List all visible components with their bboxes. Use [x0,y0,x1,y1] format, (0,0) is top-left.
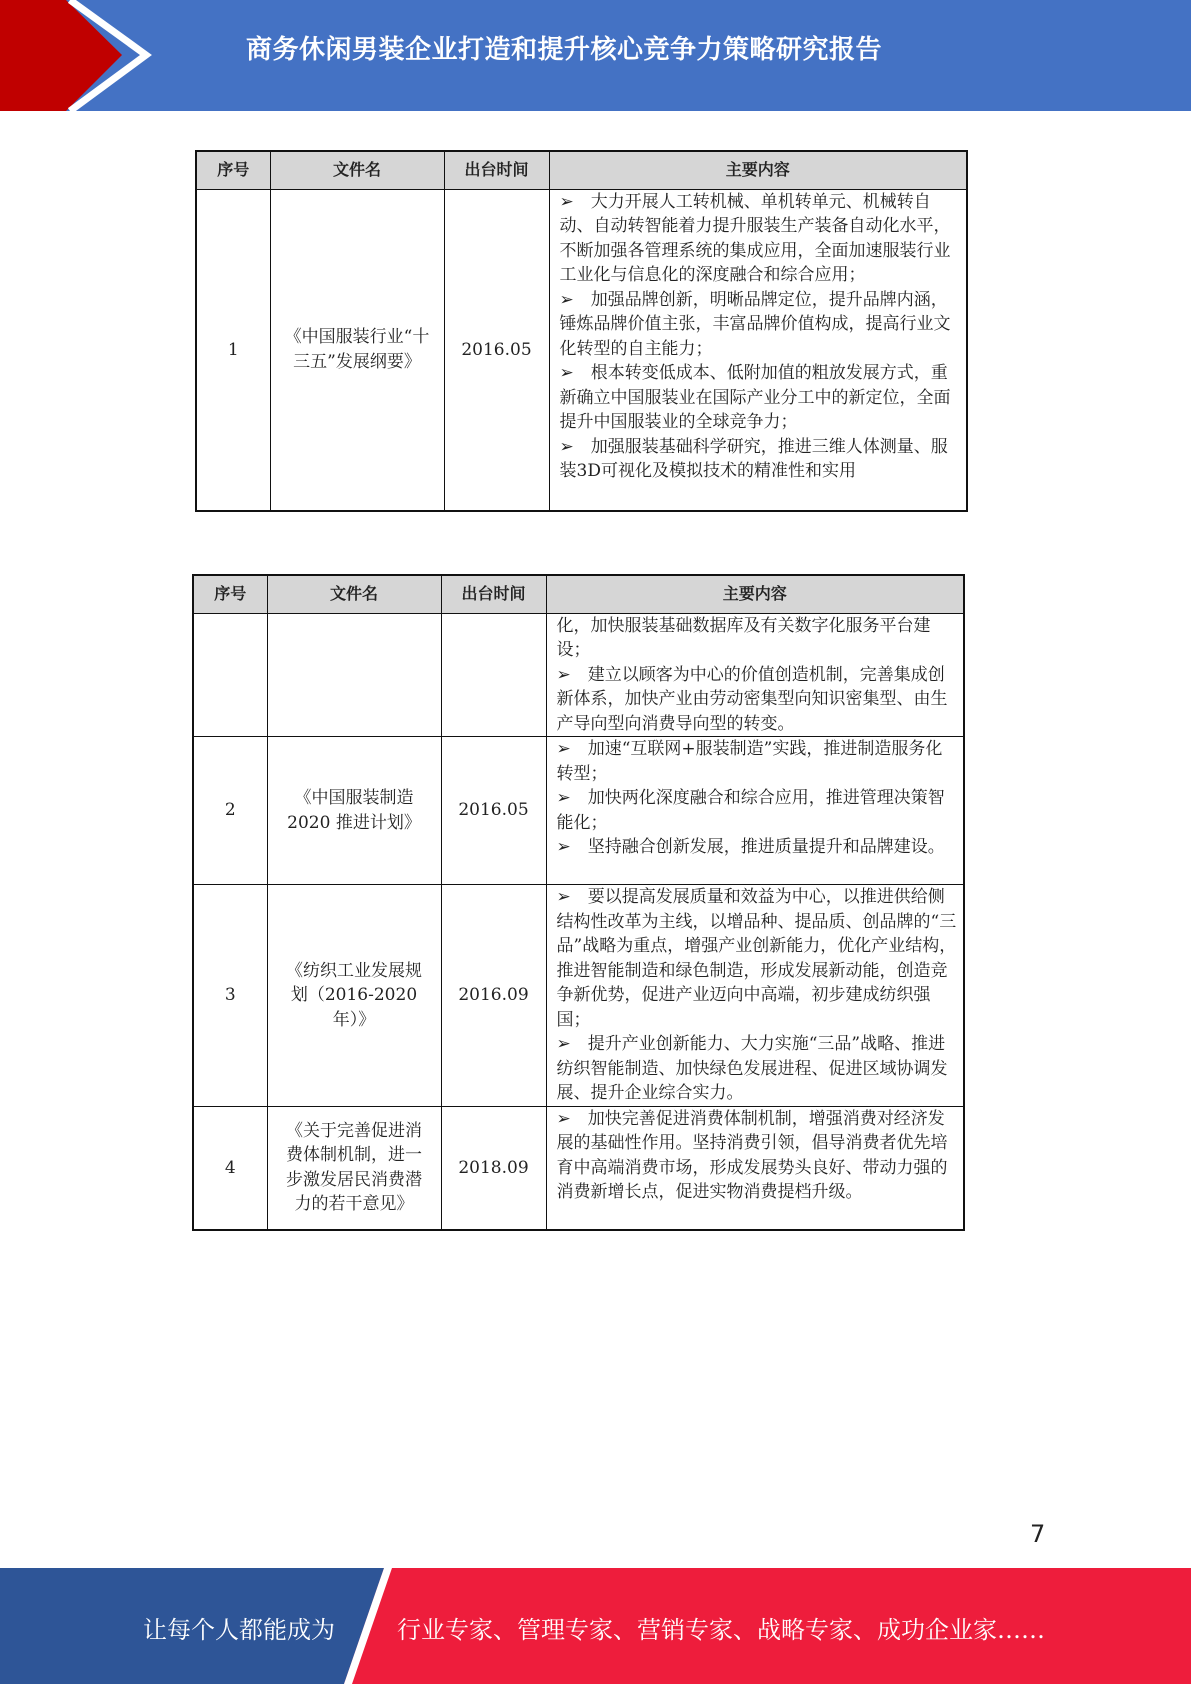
issue-date [441,613,546,737]
header-cell-date: 出台时间 [444,151,549,189]
content-item: ➢ 建立以顾客为中心的价值创造机制，完善集成创新体系，加快产业由劳动密集型向知识密集型、由生产导向型向消费导向型的转变。 [556,664,948,734]
table-header-row [193,575,964,613]
header-cell-document: 文件名 [270,151,444,189]
document-name: 《纺织工业发展规划（2016-2020 年）》 [267,885,441,1107]
header-cell-number: 序号 [193,575,267,613]
content-item: ➢ 加强服装基础科学研究，推进三维人体测量、服装3D可视化及模拟技术的精准性和实用 [559,436,948,481]
content-item: ➢ 坚持融合创新发展，推进质量提升和品牌建设。 [556,837,945,857]
content-item: ➢ 大力开展人工转机械、单机转单元、机械转自动、自动转智能着力提升服装生产装备自动化水平，不断加强各管理系统的集成应用，全面加速服装行业工业化与信息化的深度融合和综合应用； [559,191,951,285]
table-row [193,737,964,885]
issue-date: 2018.09 [441,1106,546,1230]
content-item: ➢ 加速“互联网+服装制造”实践，推进制造服务化转型； [556,739,943,784]
table-row [193,885,964,1107]
content-item: ➢ 提升产业创新能力、大力实施“三品”战略、推进纺织智能制造、加快绿色发展进程、促进区域协调发展、提升企业综合实力。 [556,1034,948,1103]
header-cell-number: 序号 [196,151,270,189]
footer-slogan-right: 行业专家、管理专家、营销专家、战略专家、成功企业家…… [397,1616,1045,1644]
row-number: 2 [193,737,267,885]
header-cell-document: 文件名 [267,575,441,613]
header-cell-date: 出台时间 [441,575,546,613]
main-content [546,737,964,885]
content-item: ➢ 根本转变低成本、低附加值的粗放发展方式，重新确立中国服装业在国际产业分工中的新定位，全面提升中国服装业的全球竞争力； [559,363,951,432]
policy-table-part-1 [195,150,968,512]
issue-date: 2016.09 [441,885,546,1107]
page-footer [0,1568,1191,1684]
document-name: 《关于完善促进消费体制机制，进一步激发居民消费潜力的若干意见》 [267,1106,441,1230]
issue-date: 2016.05 [444,189,549,511]
main-content [546,1106,964,1230]
issue-date: 2016.05 [441,737,546,885]
row-number [193,613,267,737]
row-number: 3 [193,885,267,1107]
content-item: ➢ 要以提高发展质量和效益为中心，以推进供给侧结构性改革为主线，以增品种、提品质、创品牌的“三品”战略为重点，增强产业创新能力，优化产业结构，推进智能制造和绿色制造，形成发展新动能，创造竞争新优势，促进产业迈向中高端，初步建成纺织强国； [556,887,957,1030]
footer-slogan-left: 让每个人都能成为 [143,1616,335,1644]
page-header [0,0,1191,111]
content-item: ➢ 加快两化深度融合和综合应用，推进管理决策智能化； [556,788,945,833]
main-content [546,613,964,737]
content-item: ➢ 加强品牌创新，明晰品牌定位，提升品牌内涵，锤炼品牌价值主张，丰富品牌价值构成，提高行业文化转型的自主能力； [559,289,951,359]
document-name: 《中国服装制造2020 推进计划》 [267,737,441,885]
row-number: 4 [193,1106,267,1230]
document-name: 《中国服装行业“十三五”发展纲要》 [270,189,444,511]
content-item: 化，加快服装基础数据库及有关数字化服务平台建设； [556,615,931,660]
table-row [196,189,967,511]
policy-table-part-2 [192,574,965,1231]
content-item: ➢ 加快完善促进消费体制机制，增强消费对经济发展的基础性作用。坚持消费引领，倡导消费者优先培育中高端消费市场，形成发展势头良好、带动力强的消费新增长点，促进实物消费提档升级。 [556,1108,948,1202]
table-row [193,613,964,737]
header-cell-content: 主要内容 [549,151,967,189]
row-number: 1 [196,189,270,511]
table-header-row [196,151,967,189]
header-cell-content: 主要内容 [546,575,964,613]
document-name [267,613,441,737]
main-content [546,885,964,1107]
main-content [549,189,967,511]
page-number: 7 [1030,1520,1046,1548]
report-title: 商务休闲男装企业打造和提升核心竞争力策略研究报告 [246,35,883,65]
table-row [193,1106,964,1230]
